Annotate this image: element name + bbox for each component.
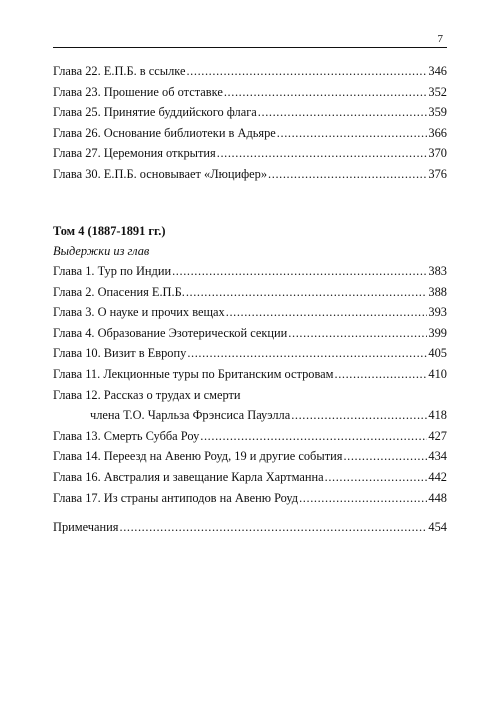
toc-entry-title: Глава 30. Е.П.Б. основывает «Люцифер» [53,166,268,181]
toc-entry[interactable] [53,467,447,488]
toc-entry-page: 405 [428,346,447,361]
page-number: 7 [437,33,443,45]
dot-leader [217,143,428,164]
dot-leader [268,164,427,185]
toc-entry-title: Глава 17. Из страны антиподов на Авеню Роуд [53,490,299,505]
toc-entry-title: Глава 26. Основание библиотеки в Адьяре [53,125,276,140]
toc-section-continued [53,61,447,185]
toc-entry[interactable] [53,343,447,364]
toc-section-volume-4 [53,221,447,508]
toc-entry[interactable] [53,261,447,282]
dot-leader [288,323,427,344]
dot-leader [291,405,427,426]
toc-entry[interactable] [53,488,447,509]
toc-entry-title: Глава 10. Визит в Европу [53,346,187,361]
toc-entry-page: 418 [428,408,447,423]
dot-leader [343,446,427,467]
header-rule [53,47,447,48]
toc-entry-page: 370 [428,146,447,161]
toc-entry[interactable] [53,164,447,185]
toc-entry-page: 359 [428,105,447,120]
toc-entry-page: 448 [428,490,447,505]
toc-entry[interactable] [53,102,447,123]
dot-leader [186,282,428,303]
toc-entry-title: Примечания [53,520,119,534]
toc-entry-title: Глава 2. Опасения Е.П.Б. [53,284,185,299]
toc-entry-page: 434 [428,449,447,464]
toc-entry-title: Глава 11. Лекционные туры по Британским островам [53,366,334,381]
dot-leader [299,488,427,509]
dot-leader [325,467,428,488]
toc-entry[interactable] [53,143,447,164]
toc-entry-title: Глава 14. Переезд на Авеню Роуд, 19 и другие события [53,449,343,464]
toc-entry-page: 454 [428,520,447,534]
toc-entry[interactable] [53,385,447,426]
toc-entry[interactable] [53,426,447,447]
toc-entry-title: Глава 25. Принятие буддийского флага [53,105,257,120]
dot-leader [277,123,428,144]
toc-entry-page: 442 [428,469,447,484]
toc-entry-page: 410 [428,366,447,381]
toc-entry[interactable] [53,364,447,385]
toc-entry[interactable] [53,517,447,538]
dot-leader [187,343,427,364]
dot-leader [120,517,428,538]
volume-subheading: Выдержки из глав [53,244,150,258]
toc-entry[interactable] [53,302,447,323]
volume-heading: Том 4 (1887-1891 гг.) [53,224,166,238]
toc-entry-page: 383 [428,264,447,278]
toc-entry-title: Глава 12. Рассказ о трудах и смерти [53,387,241,402]
toc-entry-page: 399 [428,325,447,340]
toc-entry-page: 388 [428,284,447,299]
toc-entry-page: 376 [428,166,447,181]
dot-leader [224,82,428,103]
toc-entry-title: Глава 13. Смерть Субба Роу [53,428,200,443]
toc-section-notes [53,517,447,538]
dot-leader [172,261,427,282]
toc-entry[interactable] [53,61,447,82]
dot-leader [335,364,428,385]
toc-entry-title: Глава 3. О науке и прочих вещах [53,305,225,320]
toc-entry-title: Глава 22. Е.П.Б. в ссылке [53,64,186,78]
toc-entry-title-continued: члена Т.О. Чарльза Фрэнсиса Пауэлла [90,408,291,423]
dot-leader [226,302,428,323]
toc-entry-title: Глава 27. Церемония открытия [53,146,216,161]
toc-entry[interactable] [53,282,447,303]
toc-entry[interactable] [53,82,447,103]
toc-entry-page: 393 [428,305,447,320]
toc-entry-title: Глава 16. Австралия и завещание Карла Хартманна [53,469,324,484]
toc-entry[interactable] [53,323,447,344]
toc-entry-title: Глава 4. Образование Эзотерической секции [53,325,288,340]
toc-entry-page: 352 [428,84,447,99]
dot-leader [186,61,427,82]
toc-entry[interactable] [53,123,447,144]
toc-entry-page: 427 [428,428,447,443]
toc-entry-page: 346 [428,64,447,78]
dot-leader [200,426,427,447]
toc-entry-title: Глава 1. Тур по Индии [53,264,172,278]
toc-entry[interactable] [53,446,447,467]
toc-entry-page: 366 [428,125,447,140]
dot-leader [258,102,428,123]
toc-entry-title: Глава 23. Прошение об отставке [53,84,223,99]
